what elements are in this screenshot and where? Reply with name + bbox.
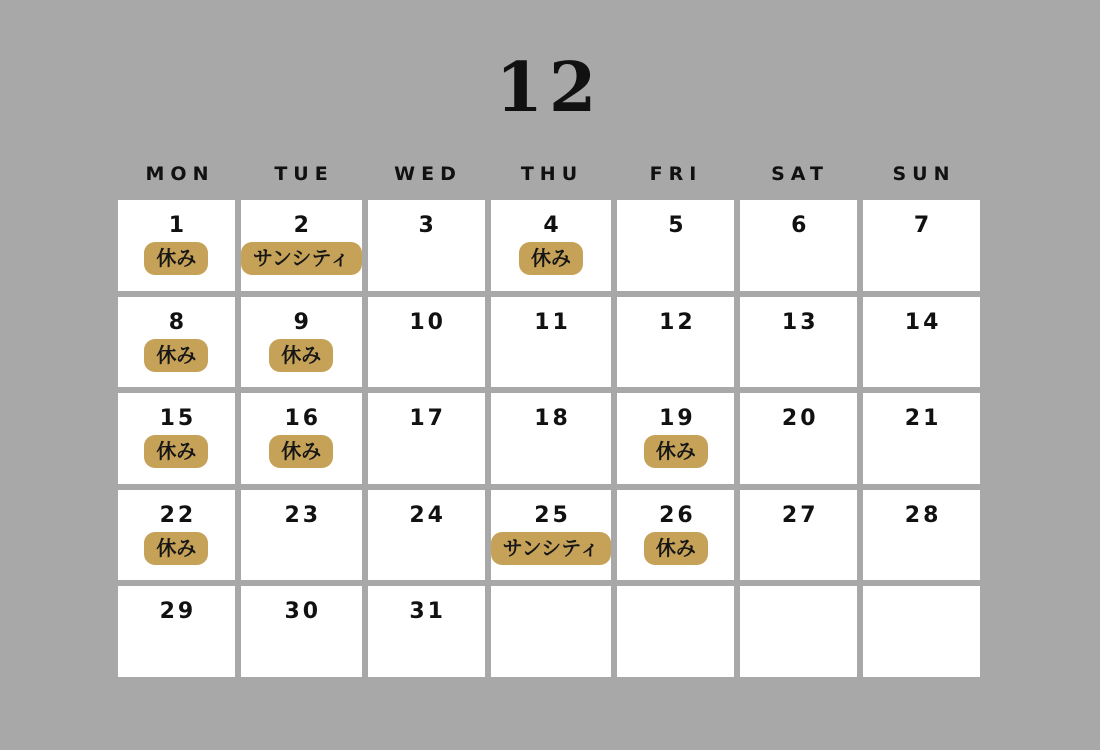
day-number: 22 (159, 502, 197, 528)
suncity-badge: サンシティ (241, 242, 362, 275)
day-cell (241, 586, 362, 677)
suncity-badge: サンシティ (491, 532, 612, 565)
day-number: 14 (904, 309, 942, 335)
day-number: 24 (409, 502, 446, 528)
day-cell (863, 200, 980, 291)
day-cell (241, 393, 362, 484)
day-cell (368, 297, 485, 388)
day-number: 3 (418, 213, 437, 238)
day-number: 17 (409, 406, 446, 432)
day-number: 11 (534, 309, 571, 335)
day-number: 1 (168, 213, 188, 238)
day-number: 2 (293, 213, 312, 238)
day-number: 31 (409, 599, 446, 625)
day-number: 8 (168, 309, 188, 335)
off-badge: 休み (269, 435, 333, 468)
off-badge: 休み (144, 339, 208, 372)
day-number: 5 (668, 213, 687, 238)
day-cell (368, 200, 485, 291)
off-badge: 休み (519, 242, 583, 275)
day-cell (491, 490, 612, 581)
empty-cell (740, 586, 857, 677)
off-badge: 休み (144, 435, 208, 468)
day-cell (368, 393, 485, 484)
empty-cell (491, 586, 612, 677)
day-number: 29 (159, 599, 197, 625)
weekday-label-mon: MON (145, 163, 215, 185)
day-cell (863, 297, 980, 388)
day-cell (118, 393, 235, 484)
off-badge: 休み (269, 339, 333, 372)
day-number: 21 (904, 406, 942, 432)
day-number: 28 (904, 502, 942, 528)
day-number: 12 (659, 309, 696, 335)
day-cell (118, 586, 235, 677)
day-cell (241, 490, 362, 581)
day-number: 10 (409, 309, 446, 335)
day-cell (740, 200, 857, 291)
weekday-label-sun: SUN (892, 163, 956, 185)
day-cell (368, 490, 485, 581)
weekday-label-tue: TUE (274, 163, 334, 185)
day-number: 6 (791, 213, 810, 238)
day-cell (740, 490, 857, 581)
day-cell (368, 586, 485, 677)
day-cell (491, 200, 612, 291)
weekday-label-sat: SAT (771, 163, 829, 185)
day-cell (617, 200, 734, 291)
day-cell (491, 393, 612, 484)
off-badge: 休み (144, 242, 208, 275)
weekday-label-wed: WED (394, 163, 462, 185)
day-number: 20 (781, 406, 819, 432)
day-number: 23 (284, 502, 322, 528)
day-cell (740, 393, 857, 484)
weekday-label-thu: THU (520, 163, 584, 185)
day-number: 9 (293, 309, 312, 335)
empty-cell (617, 586, 734, 677)
off-badge: 休み (644, 532, 708, 565)
day-number: 16 (284, 406, 322, 432)
day-number: 15 (159, 406, 197, 432)
day-cell (863, 490, 980, 581)
day-cell (740, 297, 857, 388)
off-badge: 休み (144, 532, 208, 565)
weekday-label-fri: FRI (649, 163, 703, 185)
calendar-grid (118, 200, 980, 677)
day-cell (118, 200, 235, 291)
day-cell (241, 297, 362, 388)
day-cell (863, 393, 980, 484)
day-number: 7 (913, 213, 933, 238)
day-cell (118, 297, 235, 388)
empty-cell (863, 586, 980, 677)
day-cell (617, 393, 734, 484)
day-number: 27 (781, 502, 819, 528)
day-cell (491, 297, 612, 388)
day-number: 18 (534, 406, 571, 432)
day-number: 25 (534, 502, 571, 528)
day-number: 26 (659, 502, 696, 528)
day-cell (241, 200, 362, 291)
day-number: 13 (781, 309, 819, 335)
off-badge: 休み (644, 435, 708, 468)
day-cell (118, 490, 235, 581)
day-cell (617, 490, 734, 581)
weekday-header-row (118, 163, 980, 185)
day-number: 4 (543, 213, 562, 238)
day-number: 30 (284, 599, 322, 625)
day-cell (617, 297, 734, 388)
month-title: 12 (495, 48, 603, 128)
day-number: 19 (659, 406, 696, 432)
